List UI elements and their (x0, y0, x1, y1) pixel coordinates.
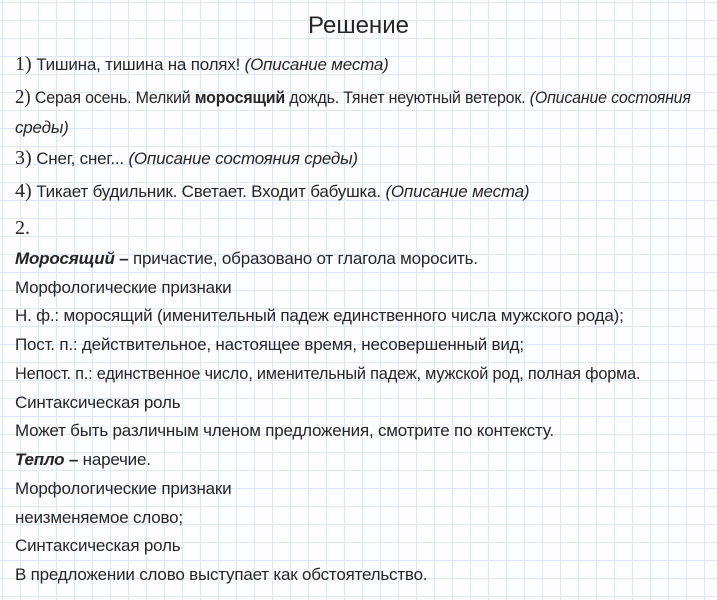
initial-form-text: Н. ф.: моросящий (именительный падеж единственного числа мужского рода); (15, 306, 624, 325)
term-definition-text-2: наречие. (82, 450, 151, 469)
sentence-2 (15, 88, 691, 108)
term-dash-2: – (64, 450, 83, 469)
sentence-2-bold-word: моросящий (194, 88, 286, 107)
morph-features-heading-1-text: Морфологические признаки (15, 278, 232, 297)
sentence-2-text-post: дождь. Тянет неуютный ветерок. (285, 88, 530, 107)
sentence-2-note-continued: среды) (15, 118, 69, 137)
sentence-4-text: Тикает будильник. Светает. Входит бабушка. (31, 182, 386, 201)
sentence-3-text: Снег, снег... (31, 149, 129, 168)
syntax-role-heading-1 (15, 393, 180, 413)
term-word-2: Тепло (15, 450, 65, 469)
syntax-role-heading-2-text: Синтаксическая роль (15, 536, 181, 555)
sentence-1-text: Тишина, тишина на полях! (31, 55, 245, 74)
inconstant-features-text: Непост. п.: единственное число, именительный падеж, мужской род, полная форма. (15, 364, 641, 383)
sentence-3 (15, 149, 358, 169)
task-number (15, 219, 30, 239)
term-definition-text: причастие, образовано от глагола моросить. (132, 249, 478, 268)
page-title: Решение (308, 12, 409, 39)
sentence-1-number: 1) (15, 53, 32, 75)
morph-features-heading-2-text: Морфологические признаки (15, 479, 232, 498)
sentence-3-number: 3) (15, 147, 32, 169)
syntax-role-heading-1-text: Синтаксическая роль (15, 393, 181, 412)
sentence-2-note: (Описание состояния (529, 88, 691, 107)
constant-features-line (15, 335, 524, 355)
sentence-4-note: (Описание места) (385, 182, 530, 201)
term-definition-morosyashchiy (15, 249, 478, 269)
syntax-role-text-1 (15, 421, 554, 441)
sentence-3-note: (Описание состояния среды) (128, 149, 358, 168)
initial-form-line (15, 306, 624, 326)
sentence-2-note-wrap (15, 118, 69, 138)
morph-features-heading-1 (15, 278, 231, 298)
sentence-4-number: 4) (15, 180, 32, 202)
invariable-word-text: неизменяемое слово; (15, 508, 183, 527)
sentence-2-number: 2) (15, 86, 31, 108)
invariable-word-line (15, 508, 183, 528)
sentence-1 (15, 55, 389, 75)
sentence-1-note: (Описание места) (244, 55, 389, 74)
constant-features-text: Пост. п.: действительное, настоящее время, несовершенный вид; (15, 335, 524, 354)
syntax-role-text-2 (15, 565, 427, 585)
syntax-role-text-1-text: Может быть различным членом предложения, смотрите по контексту. (15, 421, 554, 440)
task-number-digit: 2. (15, 217, 30, 239)
sentence-4 (15, 182, 529, 202)
term-word: Моросящий (15, 249, 115, 268)
morph-features-heading-2 (15, 479, 231, 499)
sentence-2-text-pre: Серая осень. Мелкий (30, 88, 195, 107)
inconstant-features-line (15, 364, 640, 384)
syntax-role-heading-2 (15, 536, 180, 556)
syntax-role-text-2-text: В предложении слово выступает как обстоятельство. (15, 565, 428, 584)
term-dash: – (114, 249, 133, 268)
term-definition-teplo (15, 450, 151, 470)
